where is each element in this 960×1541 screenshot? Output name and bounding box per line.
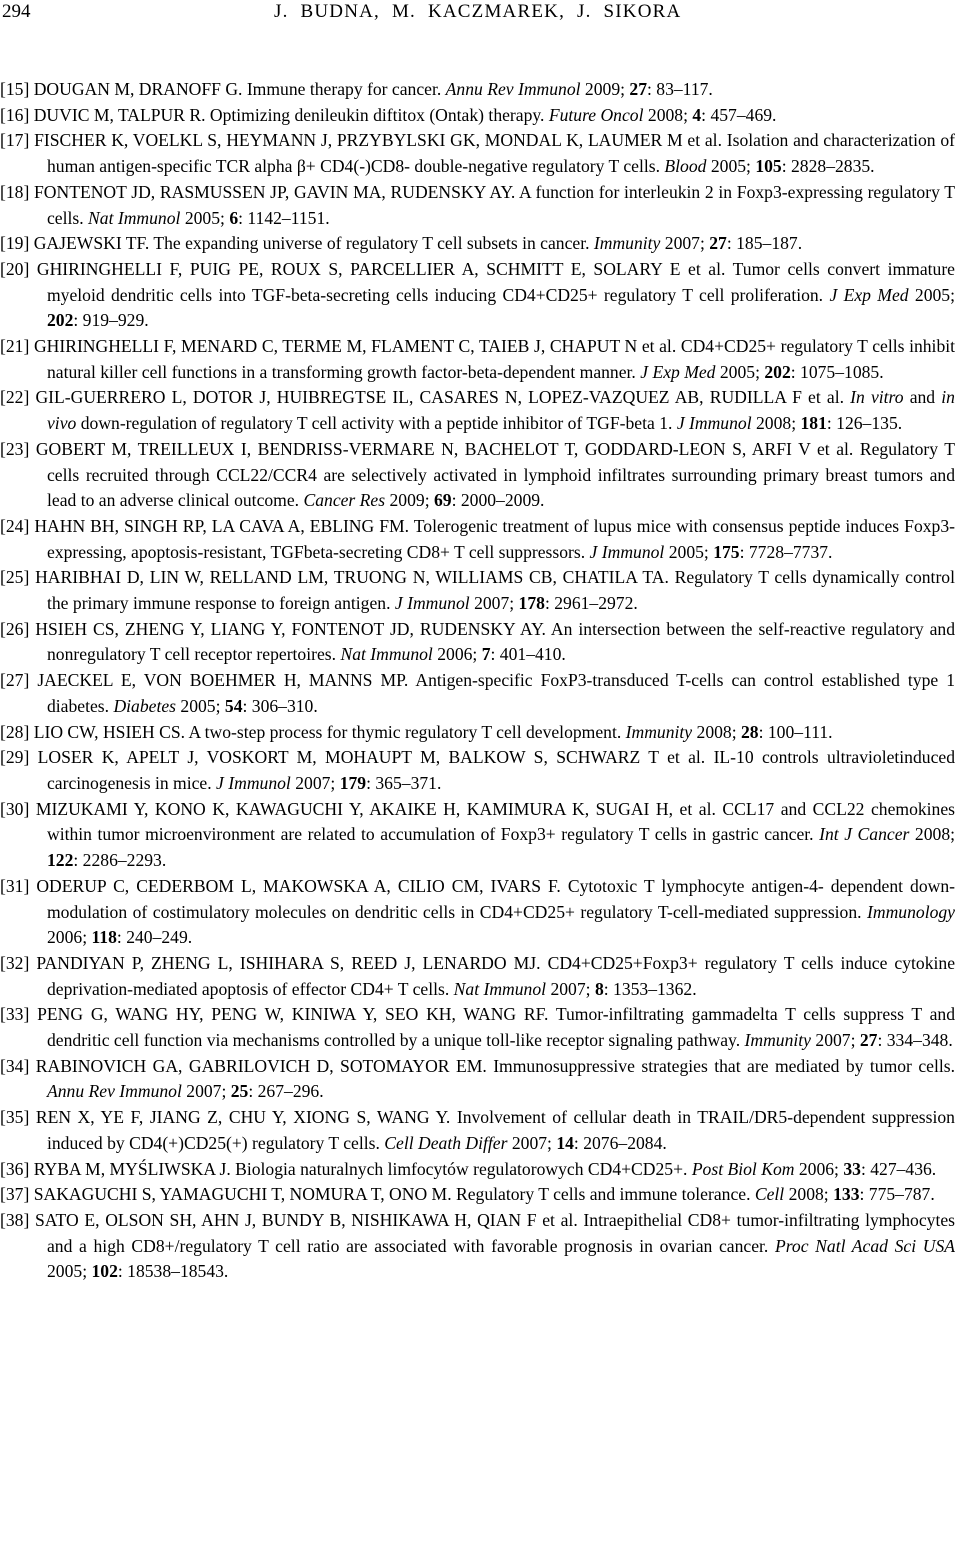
reference-authors: REN X, YE F, JIANG Z, CHU Y, XIONG S, WANG Y. [35,1107,451,1128]
reference-pages: : 1142–1151. [238,207,330,228]
reference-number: [27] [0,670,30,691]
reference-title: Tumor cells convert immature myeloid dendritic cells into TGF-beta-secreting cells inducing CD4+CD25+ regulatory T cell proliferation. [47,258,955,305]
reference-item [0,180,955,231]
reference-authors: PENG G, WANG HY, PENG W, KINIWA Y, SEO KH, WANG RF. [37,1004,549,1025]
reference-journal: Annu Rev Immunol [47,1081,182,1102]
reference-year: 2007; [815,1030,856,1051]
reference-journal: Immunity [625,721,693,742]
reference-item [0,334,955,385]
reference-pages: : 100–111. [758,721,833,742]
reference-title: Regulatory T cells and immune tolerance. [456,1184,751,1205]
reference-pages: : 126–135. [826,413,903,434]
reference-year: 2006; [47,927,88,948]
reference-authors: PANDIYAN P, ZHENG L, ISHIHARA S, REED J, LENARDO MJ. [36,952,541,973]
reference-item [0,1054,955,1105]
reference-title: A function for interleukin 2 in Foxp3-expressing regulatory T cells. [47,181,956,228]
reference-year: 2008; [647,104,688,125]
reference-item [0,565,955,616]
reference-authors: ODERUP C, CEDERBOM L, MAKOWSKA A, CILIO CM, IVARS F. [36,875,561,896]
reference-year: 2005; [710,156,751,177]
reference-authors: LIO CW, HSIEH CS. [33,721,186,742]
reference-number: [25] [0,567,30,588]
reference-journal: Blood [664,156,707,177]
reference-pages: : 7728–7737. [739,541,833,562]
reference-number: [30] [0,798,30,819]
reference-year: 2007; [550,978,591,999]
reference-number: [32] [0,952,30,973]
reference-authors: GHIRINGHELLI F, MENARD C, TERME M, FLAMENT C, TAIEB J, CHAPUT N et al. [33,336,677,357]
reference-journal: Int J Cancer [819,824,910,845]
reference-title: Cytotoxic T lymphocyte antigen-4- dependent down-modulation of costimulatory molecules on dendritic cells in CD4+CD25+ regulatory T-cell-mediated suppression. [47,875,955,922]
reference-year: 2005; [184,207,225,228]
reference-authors: GAJEWSKI TF. [33,233,150,254]
reference-pages: : 427–436. [860,1158,937,1179]
reference-pages: : 365–371. [366,772,442,793]
reference-volume: 69 [433,490,452,511]
reference-list [0,77,955,1285]
reference-item [0,1208,955,1285]
reference-item [0,437,955,514]
reference-number: [33] [0,1004,30,1025]
reference-journal: Post Biol Kom [691,1158,795,1179]
reference-volume: 6 [229,207,239,228]
reference-journal: Immunology [867,901,955,922]
reference-title: Optimizing denileukin diftitox (Ontak) therapy. [209,104,545,125]
reference-journal: J Immunol [216,772,291,793]
reference-authors: JAECKEL E, VON BOEHMER H, MANNS MP. [37,670,409,691]
reference-year: 2008; [696,721,737,742]
reference-pages: : 1075–1085. [790,361,884,382]
reference-journal: J Immunol [676,413,752,434]
reference-number: [23] [0,438,30,459]
reference-title: Regulatory T cells dynamically control the primary immune response to foreign antigen. [47,567,955,614]
reference-pages: : 919–929. [73,310,149,331]
reference-number: [34] [0,1055,30,1076]
reference-pages: : 1353–1362. [603,978,697,999]
reference-title: Antigen-specific FoxP3-transduced T-cells can control established type 1 diabetes. [47,670,955,716]
reference-item [0,797,955,874]
reference-title: CCL17 and CCL22 chemokines within tumor microenvironment are related to accumulation of Foxp3+ regulatory T cells in gastric cancer. [47,798,956,845]
reference-title: Isolation and characterization of human antigen-specific TCR alpha β+ CD4(-)CD8- double-negative regulatory T cells. [47,130,956,177]
reference-volume: 25 [230,1081,249,1102]
reference-pages: : 18538–18543. [117,1261,229,1282]
reference-authors: RYBA M, MYŚLIWSKA J. [33,1158,231,1179]
reference-year: 2008; [788,1184,829,1205]
reference-title: Regulatory T cells recruited through CCL22/CCR4 are selectively activated in lymphoid infiltrates surrounding primary breast tumors and lead to an adverse clinical outcome. [47,438,955,511]
reference-title: A two-step process for thymic regulatory T cell development. [188,721,622,742]
reference-volume: 8 [594,978,604,999]
reference-authors: HAHN BH, SINGH RP, LA CAVA A, EBLING FM. [34,515,410,536]
reference-volume: 102 [91,1261,118,1282]
reference-volume: 181 [800,413,827,434]
reference-title: Immune therapy for cancer. [246,79,442,99]
reference-pages: : 775–787. [859,1184,935,1205]
reference-number: [19] [0,233,30,254]
reference-journal: Immunity [593,233,661,254]
reference-pages: : 2286–2293. [73,850,167,871]
reference-journal: J Exp Med [829,284,909,305]
reference-volume: 27 [859,1030,878,1051]
reference-volume: 27 [709,233,727,254]
reference-journal: Nat Immunol [453,978,547,999]
reference-title: CD4+CD25+Foxp3+ regulatory T cells induce cytokine deprivation-mediated apoptosis of effector CD4+ T cells. [47,952,956,999]
reference-pages: : 185–187. [726,233,803,254]
reference-pages: : 83–117. [647,79,713,99]
reference-number: [31] [0,875,30,896]
reference-volume: 28 [741,721,759,742]
reference-title: down-regulation of regulatory T cell activity with a peptide inhibitor of TGF-beta 1. [80,413,673,434]
reference-pages: : 306–310. [242,695,318,716]
reference-authors: SAKAGUCHI S, YAMAGUCHI T, NOMURA T, ONO M. [33,1184,452,1205]
reference-journal: Proc Natl Acad Sci USA [774,1235,955,1256]
reference-volume: 175 [713,541,740,562]
reference-title: An intersection between the self-reactive regulatory and nonregulatory T cell receptor repertoires. [47,618,955,665]
reference-year: 2007; [511,1132,552,1153]
reference-journal: Annu Rev Immunol [445,79,581,99]
reference-pages: : 457–469. [701,104,777,125]
reference-volume: 122 [47,850,74,871]
reference-item [0,668,955,719]
reference-authors: FISCHER K, VOELKL S, HEYMANN J, PRZYBYLSKI GK, MONDAL K, LAUMER M et al. [34,130,722,151]
reference-item [0,720,955,746]
reference-year: 2006; [798,1158,839,1179]
reference-volume: 133 [833,1184,860,1205]
reference-authors: GHIRINGHELLI F, PUIG PE, ROUX S, PARCELLIER A, SCHMITT E, SOLARY E et al. [36,258,726,279]
reference-journal: Cell Death Differ [384,1132,508,1153]
reference-title: Tumor-infiltrating gammadelta T cells suppress T and dendritic cell function via mechanisms controlled by a unique toll-like receptor signaling pathway. [47,1004,955,1051]
reference-journal: Nat Immunol [88,207,181,228]
reference-number: [29] [0,747,30,768]
reference-year: 2005; [47,1261,88,1282]
reference-year: 2006; [437,644,478,665]
reference-item [0,231,955,257]
reference-volume: 7 [481,644,491,665]
reference-volume: 27 [629,79,647,99]
reference-number: [36] [0,1158,30,1179]
reference-title-part: and [909,387,936,408]
reference-journal: Nat Immunol [340,644,433,665]
reference-pages: : 401–410. [490,644,566,665]
reference-volume: 202 [764,361,791,382]
reference-pages: : 2961–2972. [544,593,638,614]
reference-title: Tolerogenic treatment of lupus mice with consensus peptide induces Foxp3-expressing, apoptosis-resistant, TGFbeta-secreting CD8+ T cell suppressors. [47,515,955,562]
reference-year: 2007; [474,593,515,614]
reference-number: [38] [0,1209,30,1230]
reference-journal: J Immunol [589,541,665,562]
reference-item [0,951,955,1002]
reference-pages: : 267–296. [248,1081,324,1102]
reference-title: Immunosuppressive strategies that are mediated by tumor cells. [493,1055,955,1076]
reference-year: 2007; [186,1081,227,1102]
reference-title-italic: In vitro [850,387,904,408]
page-number: 294 [2,1,31,22]
reference-authors: DOUGAN M, DRANOFF G. [33,79,243,99]
reference-number: [21] [0,336,30,357]
reference-journal: Cell [754,1184,785,1205]
reference-authors: MIZUKAMI Y, KONO K, KAWAGUCHI Y, AKAIKE H, KAMIMURA K, SUGAI H, et al. [35,798,716,819]
reference-item [0,103,955,129]
reference-volume: 179 [339,772,367,793]
reference-year: 2009; [389,490,430,511]
reference-number: [16] [0,104,30,125]
reference-journal: Diabetes [113,695,176,716]
reference-item [0,77,955,103]
reference-year: 2008; [756,413,797,434]
reference-year: 2005; [914,284,955,305]
reference-volume: 33 [843,1158,861,1179]
reference-year: 2005; [180,695,221,716]
reference-year: 2007; [295,772,336,793]
reference-year: 2005; [668,541,709,562]
reference-authors: SATO E, OLSON SH, AHN J, BUNDY B, NISHIKAWA H, QIAN F et al. [35,1209,578,1230]
reference-item [0,1105,955,1156]
reference-number: [37] [0,1184,30,1205]
reference-number: [15] [0,79,30,99]
reference-year: 2009; [584,79,625,99]
reference-number: [26] [0,618,30,639]
reference-journal: Immunity [744,1030,811,1051]
reference-number: [28] [0,721,30,742]
reference-number: [35] [0,1107,30,1128]
reference-journal: J Immunol [394,593,470,614]
reference-volume: 118 [91,927,117,948]
reference-pages: : 2000–2009. [451,490,545,511]
reference-authors: GIL-GUERRERO L, DOTOR J, HUIBREGTSE IL, CASARES N, LOPEZ-VAZQUEZ AB, RUDILLA F et al. [35,387,844,408]
reference-year: 2007; [664,233,705,254]
reference-authors: FONTENOT JD, RASMUSSEN JP, GAVIN MA, RUDENSKY AY. [34,181,516,202]
reference-title: IL-10 controls ultravioletinduced carcinogenesis in mice. [47,747,955,793]
reference-number: [20] [0,258,30,279]
reference-volume: 202 [47,310,74,331]
reference-item [0,874,955,951]
reference-journal: Future Oncol [548,104,644,125]
reference-pages: : 334–348. [877,1030,953,1051]
reference-volume: 4 [692,104,702,125]
reference-year: 2005; [719,361,760,382]
reference-volume: 178 [518,593,545,614]
reference-title: Involvement of cellular death in TRAIL/DR5-dependent suppression induced by CD4(+)CD25(+) regulatory T cells. [47,1107,955,1153]
reference-pages: : 2076–2084. [573,1132,667,1153]
reference-item [0,1002,955,1053]
reference-item [0,745,955,796]
reference-volume: 105 [755,156,782,177]
reference-item [0,514,955,565]
reference-number: [22] [0,387,30,408]
reference-item [0,1182,955,1208]
reference-title: Intraepithelial CD8+ tumor-infiltrating lymphocytes and a high CD8+/regulatory T cell ratio are associated with favorable prognosis in ovarian cancer. [47,1209,956,1256]
reference-title: Biologia naturalnych limfocytów regulatorowych CD4+CD25+. [235,1158,688,1179]
running-head: J. BUDNA, M. KACZMAREK, J. SIKORA [274,1,682,22]
reference-item [0,385,955,436]
reference-authors: RABINOVICH GA, GABRILOVICH D, SOTOMAYOR EM. [35,1055,487,1076]
reference-pages: : 2828–2835. [781,156,875,177]
reference-volume: 54 [224,695,243,716]
reference-item [0,1157,955,1183]
reference-number: [18] [0,181,30,202]
reference-item [0,128,955,179]
reference-authors: LOSER K, APELT J, VOSKORT M, MOHAUPT M, BALKOW S, SCHWARZ T et al. [37,747,706,768]
reference-year: 2008; [914,824,955,845]
reference-journal: Cancer Res [303,490,386,511]
reference-title-italic: in vivo [47,387,955,434]
reference-journal: J Exp Med [640,361,716,382]
reference-authors: DUVIC M, TALPUR R. [33,104,206,125]
reference-authors: GOBERT M, TREILLEUX I, BENDRISS-VERMARE N, BACHELOT T, GODDARD-LEON S, ARFI V et al. [35,438,854,459]
reference-number: [17] [0,130,30,151]
page-header [0,0,960,26]
reference-number: [24] [0,515,30,536]
reference-item [0,617,955,668]
reference-authors: HARIBHAI D, LIN W, RELLAND LM, TRUONG N, WILLIAMS CB, CHATILA TA. [35,567,669,588]
reference-title: The expanding universe of regulatory T cell subsets in cancer. [153,233,590,254]
reference-title: CD4+CD25+ regulatory T cells inhibit natural killer cell functions in a transforming growth factor-beta-dependent manner. [47,336,956,382]
reference-item [0,257,955,334]
reference-pages: : 240–249. [116,927,193,948]
reference-volume: 14 [556,1132,574,1153]
reference-authors: HSIEH CS, ZHENG Y, LIANG Y, FONTENOT JD, RUDENSKY AY. [35,618,546,639]
